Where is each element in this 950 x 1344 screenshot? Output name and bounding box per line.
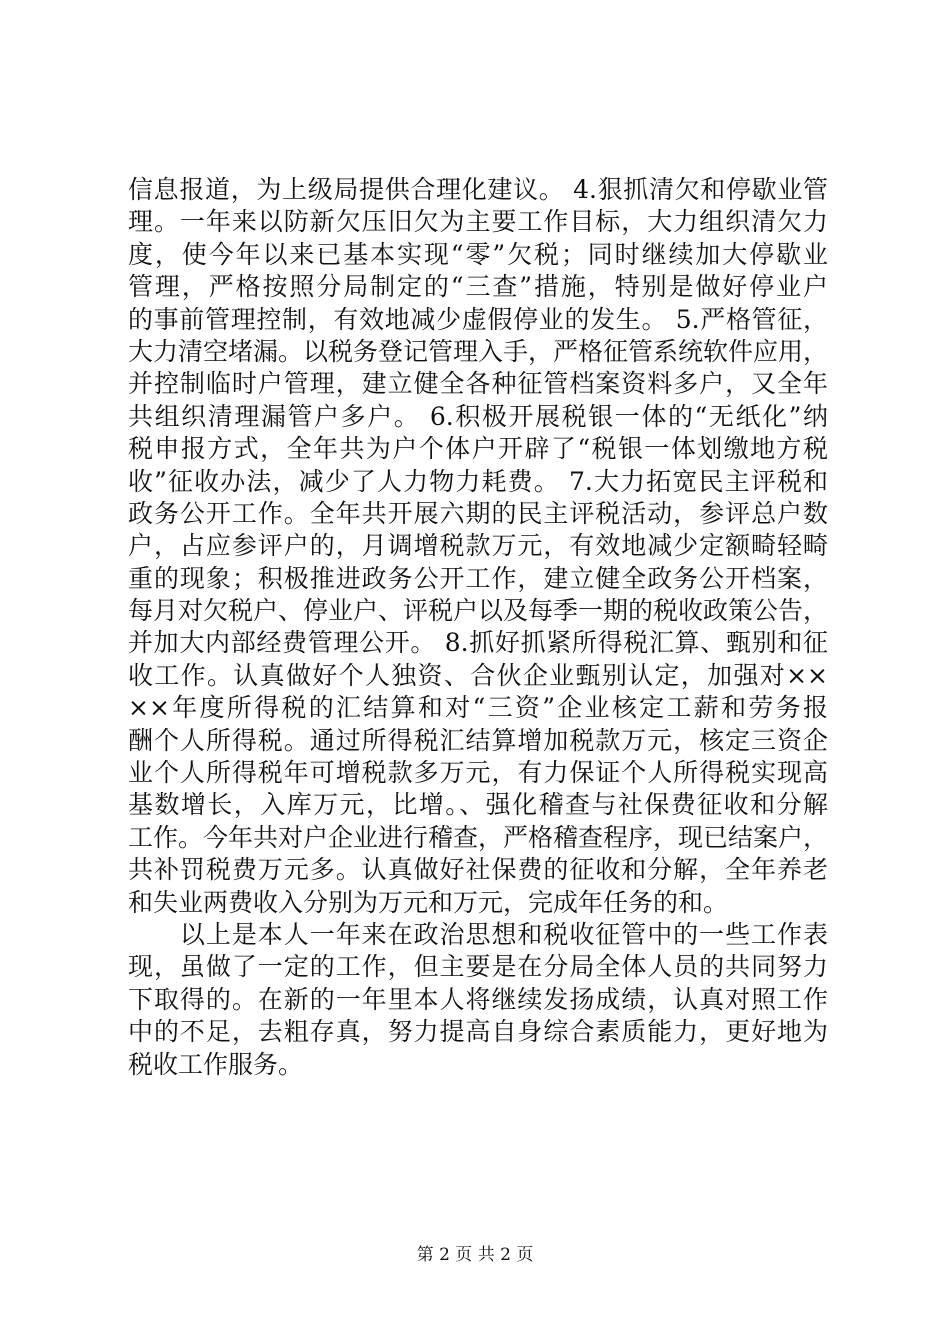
body-text — [128, 174, 828, 1081]
text-line: 理。一年来以防新欠压旧欠为主要工作目标，大力组织清欠力 — [128, 207, 828, 237]
text-line: 工作。今年共对户企业进行稽查，严格稽查程序，现已结案户， — [128, 822, 828, 852]
text-line: 基数增长，入库万元，比增。、强化稽查与社保费征收和分解 — [128, 790, 828, 820]
text-line: 业个人所得税年可增税款多万元，有力保证个人所得税实现高 — [128, 758, 828, 788]
text-line: 每月对欠税户、停业户、评税户以及每季一期的税收政策公告， — [128, 596, 828, 626]
text-line: 下取得的。在新的一年里本人将继续发扬成绩，认真对照工作 — [128, 984, 828, 1014]
page-footer: 第 2 页 共 2 页 — [416, 1245, 534, 1265]
text-line: 户，占应参评户的，月调增税款万元，有效地减少定额畸轻畸 — [128, 531, 828, 561]
text-line: 和失业两费收入分别为万元和万元，完成年任务的和。 — [128, 887, 729, 917]
text-line: 重的现象；积极推进政务公开工作，建立健全政务公开档案， — [128, 563, 828, 593]
text-line: 政务公开工作。全年共开展六期的民主评税活动，参评总户数 — [128, 498, 828, 528]
text-line: 以上是本人一年来在政治思想和税收征管中的一些工作表 — [128, 919, 828, 949]
text-line: 度，使今年以来已基本实现“零”欠税；同时继续加大停歇业 — [128, 239, 828, 269]
text-line: 收工作。认真做好个人独资、合伙企业甄别认定，加强对×× — [128, 660, 828, 690]
text-line: 中的不足，去粗存真，努力提高自身综合素质能力，更好地为 — [128, 1017, 828, 1047]
text-line: 大力清空堵漏。以税务登记管理入手，严格征管系统软件应用， — [128, 336, 828, 366]
text-line: 酬个人所得税。通过所得税汇结算增加税款万元，核定三资企 — [128, 725, 828, 755]
text-line: 共组织清理漏管户多户。 6.积极开展税银一体的“无纸化”纳 — [128, 401, 828, 431]
text-line: 并控制临时户管理，建立健全各种征管档案资料多户，又全年 — [128, 369, 828, 399]
text-line: ××年度所得税的汇结算和对“三资”企业核定工薪和劳务报 — [128, 693, 828, 723]
text-line: 税收工作服务。 — [128, 1049, 304, 1079]
text-line: 管理，严格按照分局制定的“三查”措施，特别是做好停业户 — [128, 272, 828, 302]
text-line: 的事前管理控制，有效地减少虚假停业的发生。 5.严格管征， — [128, 304, 828, 334]
text-line: 税申报方式，全年共为户个体户开辟了“税银一体划缴地方税 — [128, 434, 828, 464]
text-line: 并加大内部经费管理公开。 8.抓好抓紧所得税汇算、甄别和征 — [128, 628, 828, 658]
text-line: 信息报道，为上级局提供合理化建议。 4.狠抓清欠和停歇业管 — [128, 175, 828, 204]
text-line: 现，虽做了一定的工作，但主要是在分局全体人员的共同努力 — [128, 952, 828, 982]
text-line: 共补罚税费万元多。认真做好社保费的征收和分解，全年养老 — [128, 855, 828, 885]
text-line: 收”征收办法，减少了人力物力耗费。 7.大力拓宽民主评税和 — [128, 466, 828, 496]
